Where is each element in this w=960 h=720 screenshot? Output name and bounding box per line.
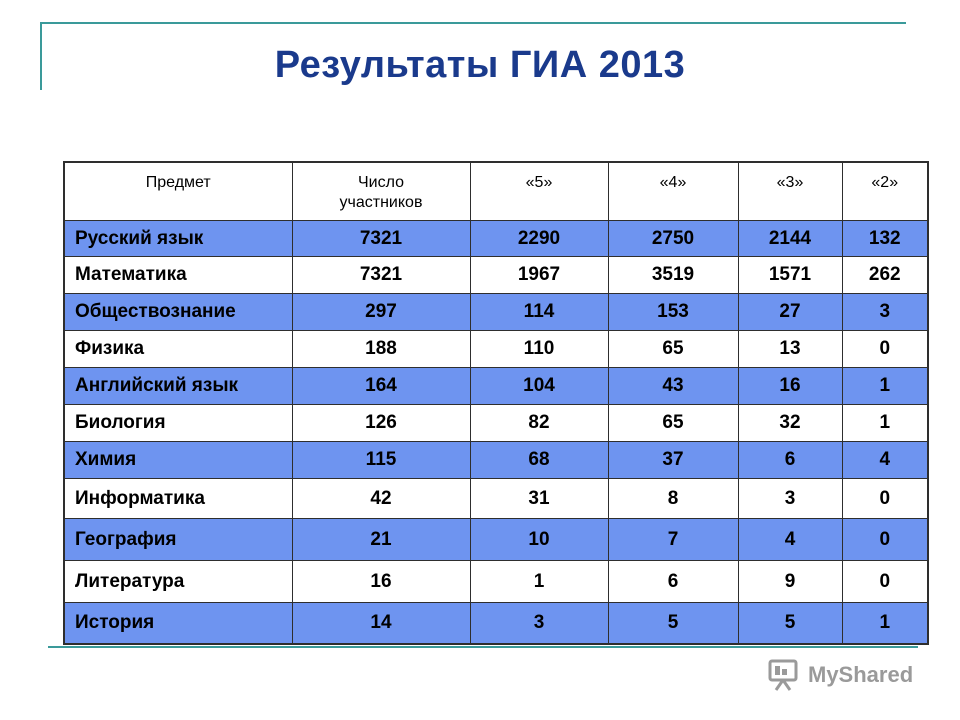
header-grade-5: «5» bbox=[470, 162, 608, 221]
participants-cell: 42 bbox=[292, 479, 470, 519]
subject-cell: Обществознание bbox=[64, 294, 292, 331]
grade-2-cell: 1 bbox=[842, 405, 928, 442]
participants-cell: 115 bbox=[292, 442, 470, 479]
grade-5-cell: 82 bbox=[470, 405, 608, 442]
table-row bbox=[64, 405, 928, 442]
participants-cell: 188 bbox=[292, 331, 470, 368]
header-grade-2: «2» bbox=[842, 162, 928, 221]
subject-cell: Литература bbox=[64, 561, 292, 603]
decorative-line-bottom bbox=[48, 646, 918, 648]
grade-4-cell: 43 bbox=[608, 368, 738, 405]
grade-2-cell: 132 bbox=[842, 221, 928, 257]
grade-5-cell: 114 bbox=[470, 294, 608, 331]
participants-cell: 297 bbox=[292, 294, 470, 331]
grade-5-cell: 3 bbox=[470, 603, 608, 644]
grade-3-cell: 13 bbox=[738, 331, 842, 368]
grade-4-cell: 65 bbox=[608, 331, 738, 368]
grade-3-cell: 16 bbox=[738, 368, 842, 405]
table-row bbox=[64, 294, 928, 331]
grade-4-cell: 65 bbox=[608, 405, 738, 442]
header-participants: Число участников bbox=[292, 162, 470, 221]
presentation-board-icon bbox=[766, 658, 800, 692]
table-row bbox=[64, 257, 928, 294]
table-row bbox=[64, 603, 928, 644]
grade-3-cell: 4 bbox=[738, 519, 842, 561]
grade-2-cell: 0 bbox=[842, 479, 928, 519]
subject-cell: Химия bbox=[64, 442, 292, 479]
participants-cell: 164 bbox=[292, 368, 470, 405]
subject-cell: Английский язык bbox=[64, 368, 292, 405]
subject-cell: Математика bbox=[64, 257, 292, 294]
grade-3-cell: 1571 bbox=[738, 257, 842, 294]
table-row bbox=[64, 442, 928, 479]
subject-cell: Биология bbox=[64, 405, 292, 442]
table-row bbox=[64, 331, 928, 368]
table-row bbox=[64, 479, 928, 519]
grade-2-cell: 262 bbox=[842, 257, 928, 294]
participants-cell: 7321 bbox=[292, 221, 470, 257]
grade-2-cell: 0 bbox=[842, 331, 928, 368]
grade-4-cell: 153 bbox=[608, 294, 738, 331]
grade-2-cell: 4 bbox=[842, 442, 928, 479]
grade-2-cell: 0 bbox=[842, 519, 928, 561]
grade-5-cell: 1967 bbox=[470, 257, 608, 294]
grade-3-cell: 3 bbox=[738, 479, 842, 519]
myshared-logo[interactable] bbox=[766, 657, 913, 693]
logo-text: MyShared bbox=[808, 662, 914, 687]
header-grade-3: «3» bbox=[738, 162, 842, 221]
subject-cell: Информатика bbox=[64, 479, 292, 519]
grade-2-cell: 3 bbox=[842, 294, 928, 331]
subject-cell: География bbox=[64, 519, 292, 561]
table-row bbox=[64, 519, 928, 561]
participants-cell: 21 bbox=[292, 519, 470, 561]
grade-5-cell: 31 bbox=[470, 479, 608, 519]
grade-3-cell: 32 bbox=[738, 405, 842, 442]
grade-5-cell: 68 bbox=[470, 442, 608, 479]
subject-cell: Физика bbox=[64, 331, 292, 368]
grade-5-cell: 1 bbox=[470, 561, 608, 603]
subject-cell: Русский язык bbox=[64, 221, 292, 257]
grade-5-cell: 110 bbox=[470, 331, 608, 368]
grade-4-cell: 37 bbox=[608, 442, 738, 479]
grade-3-cell: 2144 bbox=[738, 221, 842, 257]
grade-4-cell: 6 bbox=[608, 561, 738, 603]
grade-3-cell: 9 bbox=[738, 561, 842, 603]
grade-2-cell: 1 bbox=[842, 603, 928, 644]
grade-4-cell: 3519 bbox=[608, 257, 738, 294]
table-row bbox=[64, 368, 928, 405]
grade-4-cell: 7 bbox=[608, 519, 738, 561]
header-grade-4: «4» bbox=[608, 162, 738, 221]
subject-cell: История bbox=[64, 603, 292, 644]
results-table bbox=[63, 161, 929, 645]
grade-2-cell: 1 bbox=[842, 368, 928, 405]
grade-3-cell: 27 bbox=[738, 294, 842, 331]
grade-5-cell: 104 bbox=[470, 368, 608, 405]
table-row bbox=[64, 221, 928, 257]
participants-cell: 14 bbox=[292, 603, 470, 644]
participants-cell: 7321 bbox=[292, 257, 470, 294]
participants-cell: 16 bbox=[292, 561, 470, 603]
table-header-row bbox=[64, 162, 928, 221]
grade-4-cell: 2750 bbox=[608, 221, 738, 257]
grade-5-cell: 10 bbox=[470, 519, 608, 561]
participants-cell: 126 bbox=[292, 405, 470, 442]
table-row bbox=[64, 561, 928, 603]
grade-5-cell: 2290 bbox=[470, 221, 608, 257]
grade-2-cell: 0 bbox=[842, 561, 928, 603]
grade-4-cell: 5 bbox=[608, 603, 738, 644]
grade-4-cell: 8 bbox=[608, 479, 738, 519]
header-subject: Предмет bbox=[64, 162, 292, 221]
grade-3-cell: 5 bbox=[738, 603, 842, 644]
slide-title: Результаты ГИА 2013 bbox=[274, 44, 686, 86]
grade-3-cell: 6 bbox=[738, 442, 842, 479]
